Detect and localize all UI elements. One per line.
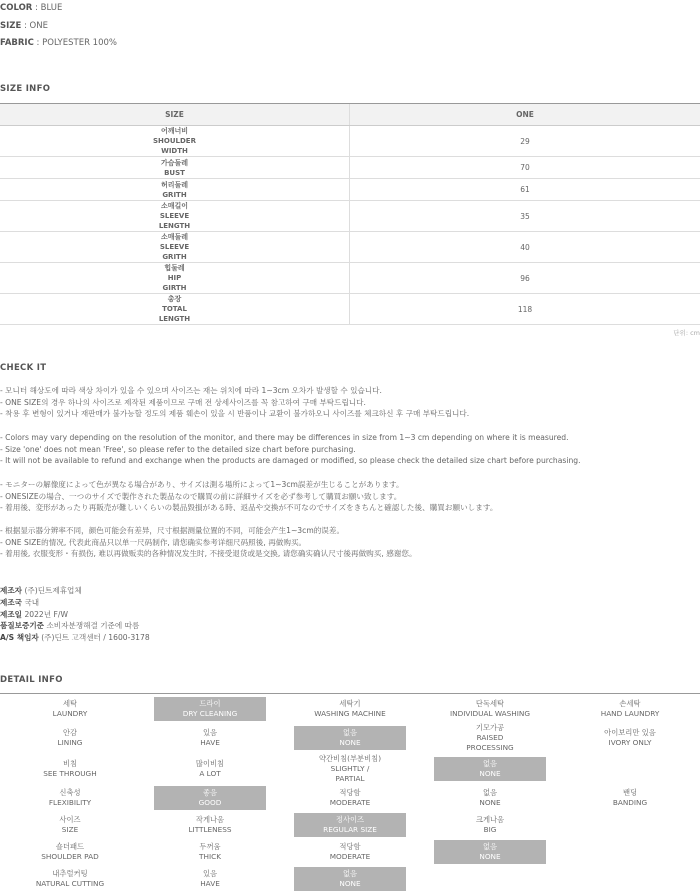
detail-cell bbox=[0, 694, 140, 723]
detail-option bbox=[294, 697, 406, 721]
detail-option-en: MODERATE bbox=[329, 797, 371, 807]
size-row bbox=[0, 201, 700, 232]
detail-row bbox=[0, 838, 700, 865]
detail-cell bbox=[140, 838, 280, 865]
size-measure-line: 총장 bbox=[167, 295, 182, 303]
size-measure-name bbox=[0, 232, 350, 262]
check-line: - 모니터 해상도에 따라 색상 차이가 있을 수 있으며 사이즈는 재는 위치에 따라 1~3cm 오차가 발생할 수 있습니다. bbox=[0, 386, 382, 395]
size-measure-name bbox=[0, 157, 350, 178]
detail-cell bbox=[420, 865, 560, 892]
detail-option-ko: 드라이 bbox=[199, 698, 221, 708]
detail-option-ko: 있음 bbox=[202, 728, 218, 737]
detail-option-selected bbox=[434, 757, 546, 781]
detail-option-en: HAND LAUNDRY bbox=[600, 708, 660, 718]
check-line: - 着用後、変形があったり再販売が難しいくらいの製品毀損がある時、返品や交換が不可なのでサイズをきちんと確認した後、購買お願いします。 bbox=[0, 503, 498, 513]
maker-info bbox=[0, 585, 150, 644]
size-row bbox=[0, 232, 700, 263]
detail-option bbox=[434, 697, 546, 721]
size-measure-line: LENGTH bbox=[158, 222, 191, 230]
size-table-header bbox=[0, 104, 700, 126]
detail-cell bbox=[0, 865, 140, 892]
detail-option-en: NONE bbox=[479, 797, 501, 807]
size-measure-name bbox=[0, 201, 350, 231]
detail-option-selected bbox=[294, 726, 406, 750]
detail-cell bbox=[420, 811, 560, 838]
detail-option-selected bbox=[294, 867, 406, 891]
detail-option-ko: 작게나옴 bbox=[195, 814, 225, 824]
size-measure-name bbox=[0, 263, 350, 293]
size-measure-line: 가슴둘레 bbox=[160, 158, 189, 167]
detail-option-ko: 많이비침 bbox=[195, 758, 225, 768]
size-measure-name bbox=[0, 294, 350, 324]
size-measure-line: GRITH bbox=[162, 190, 187, 199]
detail-option-en: WASHING MACHINE bbox=[314, 708, 386, 718]
size-row bbox=[0, 157, 700, 179]
detail-option-ko: 없음 bbox=[482, 841, 498, 851]
detail-option bbox=[14, 786, 126, 810]
detail-row bbox=[0, 865, 700, 892]
detail-option-en: GOOD bbox=[198, 797, 222, 807]
detail-option bbox=[294, 786, 406, 810]
detail-option bbox=[154, 867, 266, 891]
check-group-chinese bbox=[0, 525, 417, 560]
size-measure-line: GIRTH bbox=[162, 284, 187, 292]
detail-cell bbox=[560, 694, 700, 723]
size-measure-line: SLEEVE bbox=[159, 212, 190, 220]
check-group-japanese bbox=[0, 479, 497, 514]
check-line: - Colors may vary depending on the resolution of the monitor, and there may be differences in size from 1~3 cm depending on where it is measured. bbox=[0, 433, 569, 442]
detail-option-en: RAISED bbox=[476, 733, 504, 742]
size-row bbox=[0, 263, 700, 294]
size-measure-line: SHOULDER bbox=[153, 137, 196, 145]
check-it-title: CHECK IT bbox=[0, 363, 47, 373]
unit-note: 단위: cm bbox=[673, 329, 700, 337]
detail-option-ko: 사이즈 bbox=[59, 814, 81, 824]
detail-cell bbox=[420, 723, 560, 753]
maker-label: 제조국 bbox=[0, 597, 23, 607]
detail-cell bbox=[0, 753, 140, 784]
detail-option bbox=[154, 757, 266, 781]
maker-value: (주)딘트제휴업체 bbox=[24, 586, 82, 595]
maker-value: 국내 bbox=[24, 597, 40, 607]
detail-option-ko: 적당함 bbox=[339, 787, 361, 797]
detail-option-en: NONE bbox=[339, 738, 361, 747]
detail-option-ko: 세탁 bbox=[62, 698, 78, 708]
detail-option bbox=[14, 867, 126, 891]
detail-cell bbox=[140, 723, 280, 753]
maker-line bbox=[0, 597, 150, 609]
detail-cell bbox=[420, 784, 560, 811]
detail-row bbox=[0, 723, 700, 753]
detail-option bbox=[14, 757, 126, 781]
detail-option-en: HAVE bbox=[200, 878, 220, 888]
detail-option-ko: 없음 bbox=[342, 728, 358, 737]
maker-value: (주)딘트 고객센터 / 1600-3178 bbox=[41, 633, 150, 643]
detail-option-en: SHOULDER PAD bbox=[41, 851, 99, 861]
detail-cell bbox=[140, 753, 280, 784]
check-line: - 根据显示器分辨率不同，颜色可能会有差异，尺寸根据测量位置的不同，可能会产生1~3cm的误差。 bbox=[0, 526, 345, 535]
detail-cell bbox=[280, 784, 420, 811]
detail-option bbox=[14, 726, 126, 750]
check-line: - 착용 후 변형이 있거나 재판매가 불가능할 정도의 제품 훼손이 있을 시 반품이나 교환이 불가하오니 사이즈를 체크하신 후 구매 부탁드립니다. bbox=[0, 409, 470, 419]
detail-cell bbox=[560, 838, 700, 865]
detail-option bbox=[154, 840, 266, 864]
detail-cell bbox=[560, 723, 700, 753]
detail-option bbox=[294, 840, 406, 864]
detail-cell bbox=[280, 694, 420, 723]
detail-option-en: HAVE bbox=[200, 738, 220, 747]
detail-option bbox=[434, 813, 546, 837]
check-line: - ONESIZEの場合、一つのサイズで製作された製品なので購買の前に詳細サイズを必ず参考して購買お願い致します。 bbox=[0, 491, 402, 501]
detail-option-ko: 약간비침(부분비침) bbox=[318, 753, 382, 763]
detail-option-en: BANDING bbox=[612, 797, 648, 807]
detail-cell bbox=[140, 865, 280, 892]
detail-cell bbox=[0, 723, 140, 753]
size-measure-line: SLEEVE bbox=[159, 243, 190, 251]
detail-option-ko: 있음 bbox=[202, 868, 218, 878]
detail-option-ko: 정사이즈 bbox=[335, 814, 365, 824]
size-measure-name bbox=[0, 126, 350, 156]
detail-option-ko: 손세탁 bbox=[619, 698, 641, 708]
detail-cell bbox=[280, 723, 420, 753]
maker-line bbox=[0, 585, 150, 597]
size-measure-line: BUST bbox=[164, 168, 185, 177]
size-measure-name bbox=[0, 179, 350, 200]
detail-row bbox=[0, 811, 700, 838]
spec-value: BLUE bbox=[40, 3, 63, 13]
spec-color: COLOR : BLUE bbox=[0, 3, 63, 13]
detail-option bbox=[574, 786, 686, 810]
detail-option bbox=[434, 786, 546, 810]
detail-option-ko: 신축성 bbox=[59, 787, 81, 797]
detail-option bbox=[14, 840, 126, 864]
maker-value: 소비자분쟁해결 기준에 따름 bbox=[46, 621, 140, 631]
detail-option-ko: 안감 bbox=[62, 728, 78, 737]
detail-option-ko: 없음 bbox=[482, 758, 498, 768]
detail-row bbox=[0, 784, 700, 811]
detail-cell bbox=[420, 694, 560, 723]
detail-option-en: DRY CLEANING bbox=[182, 708, 238, 718]
detail-cell bbox=[560, 811, 700, 838]
size-measure-value: 96 bbox=[520, 273, 530, 283]
maker-line bbox=[0, 609, 150, 621]
size-info-title: SIZE INFO bbox=[0, 84, 51, 94]
detail-cell bbox=[0, 838, 140, 865]
detail-option-en: PROCESSING bbox=[466, 743, 514, 752]
detail-option-en: LITTLENESS bbox=[188, 824, 232, 834]
detail-row bbox=[0, 753, 700, 784]
check-group-english bbox=[0, 432, 581, 467]
detail-cell bbox=[420, 838, 560, 865]
detail-cell bbox=[280, 753, 420, 784]
maker-line bbox=[0, 620, 150, 632]
maker-label: 제조자 bbox=[0, 586, 23, 595]
detail-cell bbox=[0, 784, 140, 811]
size-row bbox=[0, 179, 700, 201]
detail-option-selected bbox=[154, 697, 266, 721]
detail-option-en: THICK bbox=[199, 851, 221, 861]
detail-option-ko: 아이보리만 있음 bbox=[604, 728, 656, 737]
detail-option-selected bbox=[434, 840, 546, 864]
detail-option-en: NONE bbox=[479, 768, 501, 778]
detail-option-en: INDIVIDUAL WASHING bbox=[449, 708, 531, 718]
detail-option-selected bbox=[294, 813, 406, 837]
detail-option-ko: 두꺼움 bbox=[199, 841, 221, 851]
size-measure-value: 118 bbox=[517, 304, 533, 314]
size-measure-value: 61 bbox=[520, 185, 530, 194]
detail-cell bbox=[420, 753, 560, 784]
detail-option-en: SEE THROUGH bbox=[43, 768, 97, 778]
size-row bbox=[0, 126, 700, 157]
size-measure-line: WIDTH bbox=[161, 147, 188, 155]
detail-option-en: NONE bbox=[479, 851, 501, 861]
detail-option-en: REGULAR SIZE bbox=[323, 824, 377, 834]
detail-option-en: NONE bbox=[339, 878, 361, 888]
detail-option-ko: 숄더패드 bbox=[55, 841, 85, 851]
detail-cell bbox=[560, 753, 700, 784]
maker-label: A/S 책임자 bbox=[0, 633, 39, 643]
size-measure-value: 29 bbox=[520, 136, 530, 146]
detail-option-ko: 좋음 bbox=[202, 787, 218, 797]
detail-cell bbox=[0, 811, 140, 838]
detail-option-ko: 단독세탁 bbox=[475, 698, 505, 708]
detail-option-en: BIG bbox=[483, 824, 497, 834]
spec-value: ONE bbox=[29, 21, 48, 31]
detail-cell bbox=[560, 784, 700, 811]
detail-option-en: MODERATE bbox=[329, 851, 371, 861]
size-measure-value: 35 bbox=[520, 211, 530, 221]
detail-option-en: SIZE bbox=[61, 824, 79, 834]
spec-fabric: FABRIC : POLYESTER 100% bbox=[0, 38, 117, 48]
detail-cell bbox=[560, 865, 700, 892]
detail-option-ko: 내추럴커팅 bbox=[52, 868, 88, 878]
spec-size: SIZE : ONE bbox=[0, 21, 48, 31]
spec-value: POLYESTER 100% bbox=[42, 38, 117, 48]
detail-option-ko: 기모가공 bbox=[475, 723, 505, 732]
spec-label: COLOR bbox=[0, 3, 33, 13]
maker-label: 제조일 bbox=[0, 609, 23, 619]
detail-option-en: LINING bbox=[57, 738, 83, 747]
size-measure-line: LENGTH bbox=[158, 315, 191, 323]
size-measure-line: GRITH bbox=[162, 253, 187, 261]
detail-option-en: PARTIAL bbox=[335, 773, 365, 783]
detail-row bbox=[0, 694, 700, 723]
detail-cell bbox=[280, 838, 420, 865]
detail-option-en: NATURAL CUTTING bbox=[35, 878, 105, 888]
detail-cell bbox=[280, 811, 420, 838]
size-measure-line: 허리둘레 bbox=[160, 180, 189, 189]
detail-cell bbox=[140, 784, 280, 811]
detail-option bbox=[574, 697, 686, 721]
size-row bbox=[0, 294, 700, 325]
detail-option-ko: 밴딩 bbox=[622, 787, 638, 797]
detail-cell bbox=[140, 694, 280, 723]
detail-option bbox=[574, 726, 686, 750]
detail-option-en: A LOT bbox=[199, 768, 221, 778]
detail-option bbox=[14, 697, 126, 721]
detail-option bbox=[154, 813, 266, 837]
detail-info-title: DETAIL INFO bbox=[0, 675, 63, 685]
check-group-korean bbox=[0, 385, 469, 420]
detail-option bbox=[154, 726, 266, 750]
check-line: - モニターの解像度によって色が異なる場合があり、サイズは測る場所によって1~3cm誤差が生じることがあります。 bbox=[0, 480, 404, 489]
detail-option-en: LAUNDRY bbox=[52, 708, 88, 718]
size-measure-line: 소매둘레 bbox=[160, 233, 189, 241]
detail-cell bbox=[280, 865, 420, 892]
detail-option-en: IVORY ONLY bbox=[608, 738, 652, 747]
size-measure-line: 소매길이 bbox=[160, 202, 189, 210]
detail-option-ko: 없음 bbox=[342, 868, 358, 878]
detail-grid bbox=[0, 693, 700, 892]
maker-value: 2022년 F/W bbox=[24, 609, 68, 619]
size-measure-value: 40 bbox=[520, 242, 530, 252]
check-line: - 着用後, 衣服变形・有损伤, 难以再做贩卖的各种情况发生时, 不接受退货或是交换, 请您确实确认尺寸後再做购买, 感谢您。 bbox=[0, 549, 417, 559]
check-line: - ONE SIZE의 경우 하나의 사이즈로 제작된 제품이므로 구매 전 상세사이즈를 꼭 참고하여 구매 부탁드립니다. bbox=[0, 397, 366, 407]
size-measure-value: 70 bbox=[520, 163, 530, 172]
maker-line bbox=[0, 632, 150, 644]
check-line: - It will not be available to refund and exchange when the products are damaged or modified, so please check the detailed size chart before purchasing. bbox=[0, 456, 581, 466]
detail-option-ko: 크게나옴 bbox=[475, 814, 505, 824]
size-measure-line: HIP bbox=[167, 274, 182, 282]
check-line: - Size 'one' does not mean 'Free', so please refer to the detailed size chart before purchasing. bbox=[0, 444, 356, 454]
detail-option-ko: 세탁기 bbox=[339, 698, 361, 708]
detail-option-ko: 없음 bbox=[482, 787, 498, 797]
maker-label: 품질보증기준 bbox=[0, 621, 45, 631]
detail-option bbox=[294, 752, 406, 786]
spec-label: FABRIC bbox=[0, 38, 34, 48]
size-header-value: ONE bbox=[516, 110, 534, 119]
detail-option-ko: 적당함 bbox=[339, 841, 361, 851]
detail-cell bbox=[140, 811, 280, 838]
detail-option-en: SLIGHTLY / bbox=[330, 763, 370, 773]
size-measure-line: TOTAL bbox=[162, 305, 187, 313]
size-measure-line: 어깨너비 bbox=[160, 127, 189, 135]
detail-option-en: FLEXIBILITY bbox=[48, 797, 92, 807]
detail-option-ko: 비침 bbox=[62, 758, 78, 768]
check-line: - ONE SIZE的情况, 代表此商品只以单一尺码制作, 请您确实参考详细尺码照後, 再做购买。 bbox=[0, 537, 307, 547]
spec-label: SIZE bbox=[0, 21, 22, 31]
detail-option bbox=[14, 813, 126, 837]
size-header-label: SIZE bbox=[0, 104, 350, 125]
size-measure-line: 힙둘레 bbox=[164, 264, 185, 272]
detail-option-selected bbox=[154, 786, 266, 810]
size-table bbox=[0, 103, 700, 325]
detail-option bbox=[434, 721, 546, 755]
